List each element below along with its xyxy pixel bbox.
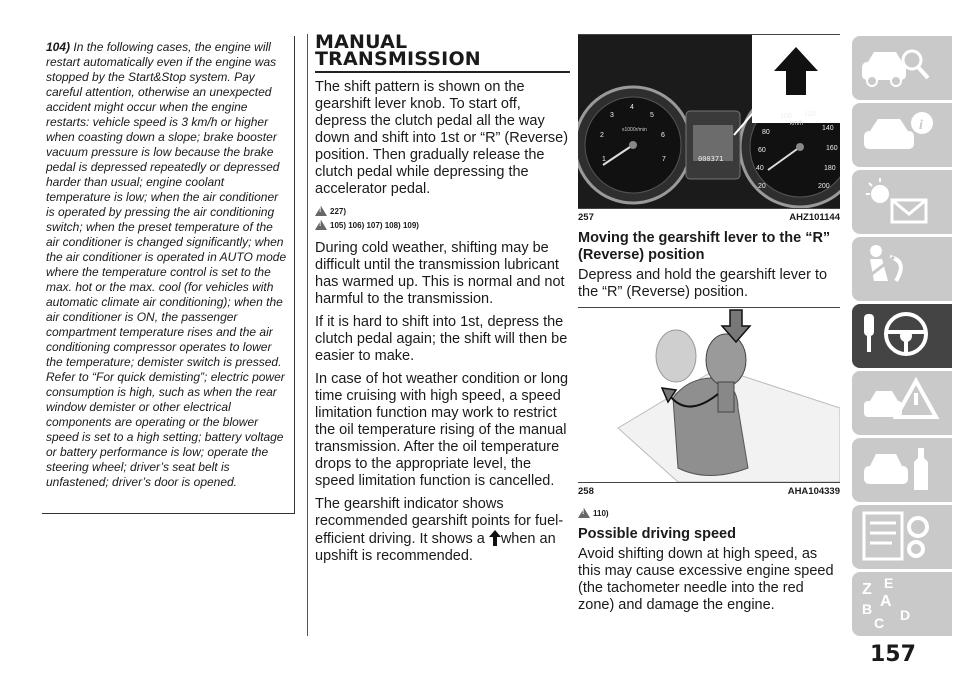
paragraph-hot-weather: In case of hot weather condition or long time cruising with high speed, a speed limitation function may work to restrict the oil temperature rising of the manual transmission. After the oil temperature drops to the appropriate level, the speed limitation function is cancelled. <box>315 371 569 489</box>
right-column <box>578 34 840 620</box>
svg-text:C: C <box>874 615 885 631</box>
warning-triangle-icon <box>315 206 327 216</box>
indicator-text-a: The gearshift indicator shows recommended gearshift points for fuel-efficient driving. It shows a <box>315 496 564 547</box>
note-number: 104) <box>46 40 71 54</box>
figure-number: 258 <box>578 486 594 497</box>
speed-tick-180: 180 <box>824 165 836 172</box>
paragraph-gearshift-indicator <box>315 496 570 565</box>
speed-tick-20: 20 <box>758 183 766 190</box>
column-divider <box>307 34 308 636</box>
car-search-icon <box>852 36 952 100</box>
svg-text:B: B <box>862 601 873 617</box>
speed-tick-60: 60 <box>758 147 766 154</box>
svg-text:Z: Z <box>862 581 872 598</box>
tach-tick-2: 2 <box>600 132 604 139</box>
warning-triangle-icon <box>578 508 590 518</box>
paragraph-first-gear: If it is hard to shift into 1st, depress the clutch pedal again; the shift will then be easier to make. <box>315 314 568 364</box>
kmh-label: km/h <box>790 121 804 127</box>
indicator-text-b: when an upshift is recommended. <box>315 531 556 564</box>
warning-ref-text-1: 227) <box>330 206 347 216</box>
svg-text:E: E <box>884 575 894 591</box>
svg-text:D: D <box>900 607 911 623</box>
warning-lights-icon <box>852 170 952 234</box>
speed-tick-80: 80 <box>762 129 770 136</box>
svg-text:A: A <box>880 593 892 610</box>
warning-reference-3 <box>578 506 840 520</box>
tach-tick-4: 4 <box>630 104 634 111</box>
possible-speed-text: Avoid shifting down at high speed, as this may cause excessive engine speed (the tachometer needle into the red zone) and damage the engine. <box>578 546 834 613</box>
tab-starting-driving[interactable] <box>852 304 952 368</box>
warning-reference-1 <box>315 204 570 218</box>
figure-code: AHA104339 <box>787 486 840 497</box>
note-text: In the following cases, the engine will restart automatically even if the engine was stopped by the Start&Stop system. Pay careful attention, otherwise an unexpected accident might occur when the engine restarts: vehicle speed is 3 km/h or higher when coasting down a slope; brake booster vacuum pressure is low because the brake pedal is depressed repeatedly or depressed harder than usual; engine coolant temperature is low; when the air conditioner is operated by pressing the air conditioning switch; when the preset temperature of the air conditioner is changed significantly; when the air conditioner is operated in AUTO mode where the temperature control is set to the max. hot or the max. cool (for vehicles with automatic climate air conditioning); when the air conditioner is ON, the passenger compartment temperature rises and the air conditioning compressor operates to lower the temperature; demister switch is pressed. Refer to “For quick demisting”; electric power consumption is high, such as when the rear window demister or other electrical components are operating or the blower speed is set to a high setting; battery voltage or battery performance is low; operate the steering wheel; driver’s seat belt is unfastened; driver’s door is opened. <box>46 40 287 489</box>
tach-tick-3: 3 <box>610 112 614 119</box>
speed-tick-200: 200 <box>818 183 830 190</box>
tab-emergency[interactable] <box>852 371 952 435</box>
car-maintenance-icon <box>852 438 952 502</box>
upshift-arrow-icon <box>489 530 501 546</box>
tach-tick-5: 5 <box>650 112 654 119</box>
tab-warning-lights[interactable] <box>852 170 952 234</box>
rpm-label: x1000r/min <box>622 127 647 133</box>
tab-car-search[interactable] <box>852 36 952 100</box>
settings-list-icon <box>852 505 952 569</box>
reverse-text: Depress and hold the gearshift lever to the “R” (Reverse) position. <box>578 267 828 300</box>
heading-rule <box>315 71 570 73</box>
speed-tick-140: 140 <box>822 125 834 132</box>
figure-257-caption <box>578 208 840 224</box>
index-az-icon <box>852 572 952 636</box>
tab-index[interactable] <box>852 572 952 636</box>
heading-line-2: TRANSMISSION <box>315 48 481 70</box>
tach-tick-7: 7 <box>662 156 666 163</box>
warning-reference-2 <box>315 218 570 232</box>
car-info-icon <box>852 103 952 167</box>
figure-code: AHZ101144 <box>789 212 840 223</box>
manual-transmission-section <box>315 31 570 571</box>
tach-tick-6: 6 <box>661 132 665 139</box>
tab-safety[interactable] <box>852 237 952 301</box>
warning-ref-text-2: 105) 106) 107) 108) 109) <box>330 220 419 230</box>
tab-car-info[interactable] <box>852 103 952 167</box>
warning-triangle-icon <box>315 220 327 230</box>
warning-note-box <box>42 36 295 514</box>
warning-ref-text-3: 110) <box>593 508 609 518</box>
reverse-heading: Moving the gearshift lever to the “R” (Reverse) position <box>578 230 831 263</box>
speed-tick-120: 120 <box>804 111 816 118</box>
tach-tick-1: 1 <box>602 156 606 163</box>
odometer-readout: 000371 <box>698 155 724 163</box>
tab-technical-data[interactable] <box>852 505 952 569</box>
possible-speed-heading: Possible driving speed <box>578 526 736 542</box>
emergency-triangle-icon <box>852 371 952 435</box>
section-heading <box>315 31 570 70</box>
heading-line-1: MANUAL <box>315 31 408 53</box>
speed-tick-160: 160 <box>826 145 838 152</box>
svg-text:i: i <box>919 118 923 133</box>
figure-number: 257 <box>578 212 594 223</box>
airbag-seat-icon <box>852 237 952 301</box>
speed-tick-40: 40 <box>756 165 764 172</box>
paragraph-shift-pattern: The shift pattern is shown on the gearshift lever knob. To start off, depress the clutch pedal all the way down and shift into 1st or “R” (Reverse) position. Then gradually release the clutch pedal while depressing the accelerator pedal. <box>315 79 569 197</box>
speed-tick-100: 100 <box>780 113 792 120</box>
instrument-cluster-figure <box>578 35 840 208</box>
key-steering-wheel-icon <box>852 304 952 368</box>
gearshift-lever-figure <box>578 308 840 482</box>
paragraph-cold-weather: During cold weather, shifting may be difficult until the transmission lubricant has warmed up. This is normal and not harmful to the transmission. <box>315 240 565 307</box>
tab-maintenance[interactable] <box>852 438 952 502</box>
gearshift-lever-image <box>578 308 840 482</box>
page-number: 157 <box>870 642 916 667</box>
figure-258-caption <box>578 482 840 498</box>
